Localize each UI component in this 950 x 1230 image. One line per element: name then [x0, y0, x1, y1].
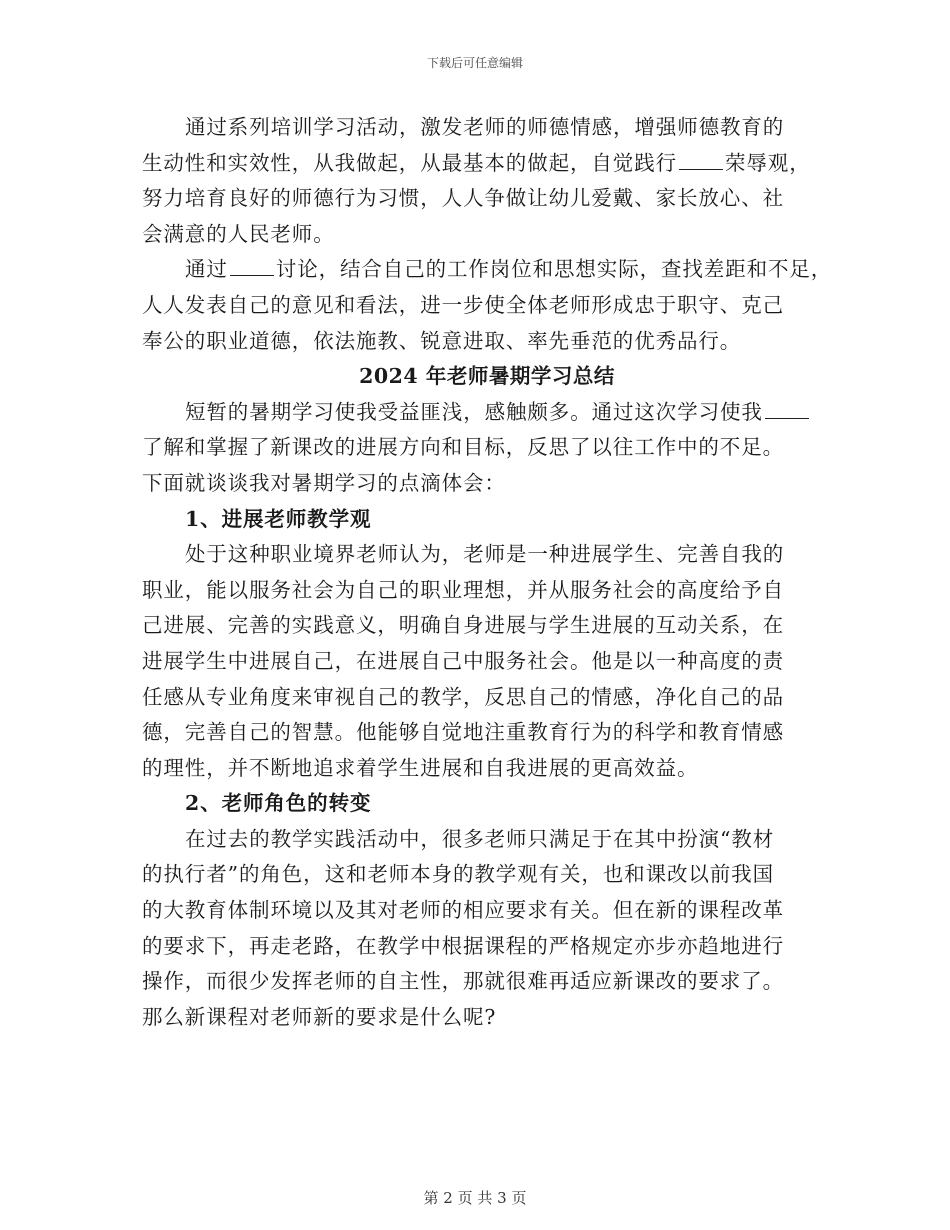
line-text: 荣辱观，	[725, 150, 811, 175]
paragraph-line: 德，完善自己的智慧。他能够自觉地注重教育行为的科学和教育情感	[142, 720, 784, 745]
line-text: 生动性和实效性，从我做起，从最基本的做起，自觉践行	[142, 150, 677, 175]
paragraph-line: 的执行者”的角色，这和老师本身的教学观有关，也和课改以前我国	[142, 862, 774, 887]
paragraph-line: 那么新课程对老师新的要求是什么呢?	[142, 1004, 497, 1029]
paragraph-line: 在过去的教学实践活动中，很多老师只满足于在其中扮演“教材	[185, 826, 775, 851]
paragraph-line: 通过系列培训学习活动，激发老师的师德情感，增强师德教育的	[185, 115, 785, 139]
paragraph-line: 的大教育体制环境以及其对老师的相应要求有关。但在新的课程改革	[142, 898, 784, 923]
paragraph-line: 奉公的职业道德，依法施教、锐意进取、率先垂范的优秀品行。	[142, 328, 742, 353]
subheading: 1、进展老师教学观	[185, 506, 372, 531]
paragraph-line: 己进展、完善的实践意义，明确自身进展与学生进展的互动关系，在	[142, 613, 784, 638]
line-text: 讨论，结合自己的工作岗位和思想实际，查找差距和不足，	[275, 257, 833, 282]
paragraph-line: 进展学生中进展自己，在进展自己中服务社会。他是以一种高度的责	[142, 648, 784, 673]
paragraph-line: 人人发表自己的意见和看法，进一步使全体老师形成忠于职守、克己	[142, 292, 784, 317]
line-text: 短暂的暑期学习使我受益匪浅，感触颇多。通过这次学习使我	[185, 399, 763, 424]
paragraph-line	[142, 395, 832, 431]
paragraph-line: 职业，能以服务社会为自己的职业理想，并从服务社会的高度给予自	[142, 577, 784, 602]
paragraph-line: 的理性，并不断地追求着学生进展和自我进展的更高效益。	[142, 755, 699, 780]
fill-blank	[679, 147, 723, 170]
paragraph-line: 了解和掌握了新课改的进展方向和目标，反思了以往工作中的不足。	[142, 435, 784, 460]
subheading: 2、老师角色的转变	[185, 791, 372, 816]
paragraph-line: 努力培育良好的师德行为习惯，人人争做让幼儿爱戴、家长放心、社	[142, 186, 784, 211]
page-header: 下载后可任意编辑	[426, 56, 523, 70]
paragraph-line: 的要求下，再走老路，在教学中根据课程的严格规定亦步亦趋地进行	[142, 933, 784, 958]
paragraph-line	[142, 252, 832, 288]
fill-blank	[230, 253, 274, 276]
section-title: 2024 年老师暑期学习总结	[359, 364, 615, 389]
paragraph-line: 任感从专业角度来审视自己的教学，反思自己的情感，净化自己的品	[142, 684, 784, 709]
paragraph-line: 会满意的人民老师。	[142, 221, 335, 246]
paragraph-line: 下面就谈谈我对暑期学习的点滴体会：	[142, 470, 506, 495]
document-body	[142, 110, 832, 1035]
line-text: 通过	[185, 257, 228, 282]
paragraph-line: 处于这种职业境界老师认为，老师是一种进展学生、完善自我的	[185, 542, 785, 567]
paragraph-line: 操作，而很少发挥老师的自主性，那就很难再适应新课改的要求了。	[142, 969, 784, 994]
paragraph-line	[142, 146, 832, 182]
fill-blank	[765, 396, 809, 419]
page-footer: 第 2 页 共 3 页	[423, 1189, 527, 1207]
